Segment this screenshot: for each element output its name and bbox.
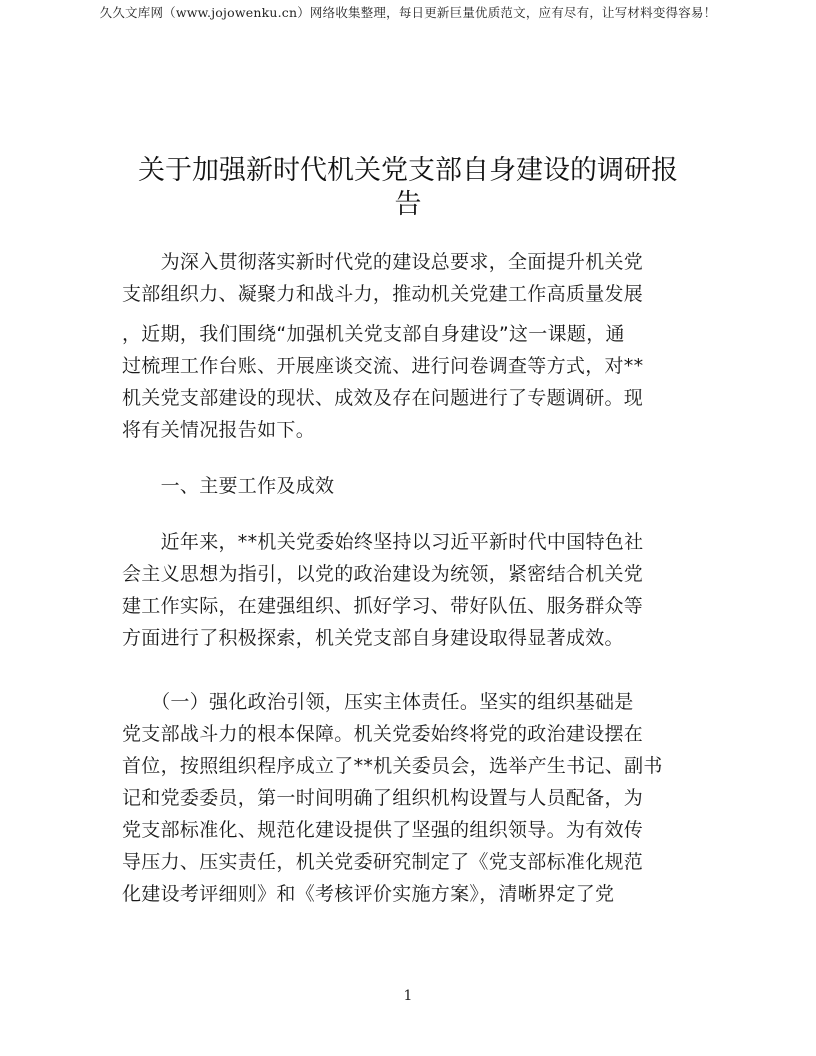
text-line: 会主义思想为指引，以党的政治建设为统领，紧密结合机关党 (122, 563, 644, 585)
text-line: ，近期，我们围绕“加强机关党支部自身建设”这一课题，通 (122, 323, 625, 345)
section-heading (122, 470, 702, 502)
document-title (118, 154, 698, 222)
subsection-paragraph (122, 686, 702, 910)
text-line: 首位，按照组织程序成立了**机关委员会，选举产生书记、副书 (122, 755, 663, 777)
text-line: 导压力、压实责任，机关党委研究制定了《党支部标准化规范 (122, 851, 644, 873)
intro-paragraph-part-1 (122, 246, 702, 310)
text-line: （一）强化政治引领，压实主体责任。坚实的组织基础是 (122, 691, 634, 713)
text-line: 建工作实际，在建强组织、抓好学习、带好队伍、服务群众等 (122, 595, 644, 617)
text-line: 支部组织力、凝聚力和战斗力，推动机关党建工作高质量发展 (122, 283, 644, 305)
text-line: 机关党支部建设的现状、成效及存在问题进行了专题调研。现 (122, 387, 644, 409)
section-heading-text: 一、主要工作及成效 (122, 475, 335, 497)
text-line: 记和党委委员，第一时间明确了组织机构设置与人员配备，为 (122, 787, 644, 809)
intro-paragraph-part-2 (122, 318, 702, 446)
text-line: 党支部战斗力的根本保障。机关党委始终将党的政治建设摆在 (122, 723, 644, 745)
text-line: 党支部标准化、规范化建设提供了坚强的组织领导。为有效传 (122, 819, 644, 841)
section-paragraph (122, 526, 702, 654)
title-line: 告 (394, 189, 422, 220)
header-source-note: 久久文库网（www.jojowenku.cn）网络收集整理，每日更新巨量优质范文，应有尽有，让写材料变得容易！ (99, 5, 717, 20)
text-line: 化建设考评细则》和《考核评价实施方案》，清晰界定了党 (122, 883, 615, 905)
text-line: 为深入贯彻落实新时代党的建设总要求，全面提升机关党 (122, 251, 644, 273)
text-line: 方面进行了积极探索，机关党支部自身建设取得显著成效。 (122, 627, 624, 649)
text-line: 将有关情况报告如下。 (122, 419, 316, 441)
page-number: 1 (403, 988, 413, 1004)
title-line: 关于加强新时代机关党支部自身建设的调研报 (138, 155, 678, 186)
text-line: 过梳理工作台账、开展座谈交流、进行问卷调查等方式，对** (122, 355, 644, 377)
text-line: 近年来，**机关党委始终坚持以习近平新时代中国特色社 (122, 531, 644, 553)
